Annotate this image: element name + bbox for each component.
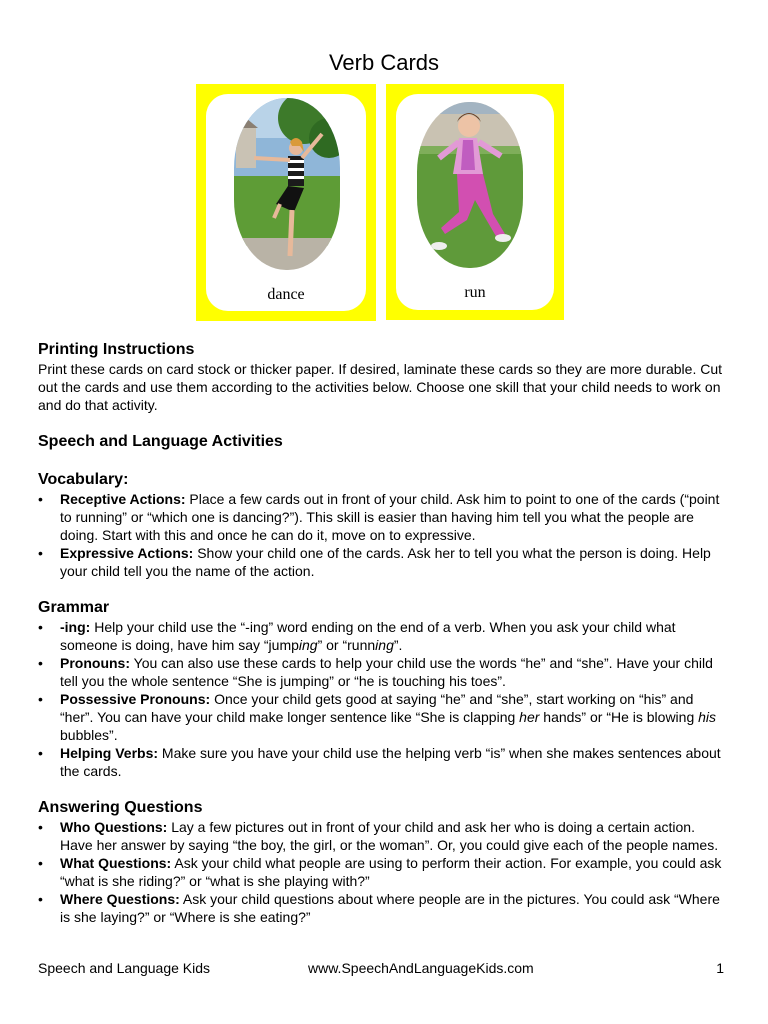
card-label-run: run [464,284,486,301]
page-title: Verb Cards [328,50,440,75]
list-item-text: Ask your child what people are using to perform their action. For example, you could ask “what is she riding?” or “what is she playing with?” [60,855,722,889]
list-item [60,854,728,890]
emphasis: ing [298,637,318,653]
list-item-text: Lay a few pictures out in front of your child and ask her who is doing a certain action. Have her answer by saying “the boy, the girl, or the woman”. Or, you could give each of the people names. [60,819,719,853]
printing-text: Print these cards on card stock or thicker paper. If desired, laminate these cards so they are more durable. Cut out the cards and use them according to the activities below. Choose one skill that your child needs to work on and do that activity. [38,361,723,413]
list-item-term: Helping Verbs: [60,745,159,761]
vocabulary-heading: Vocabulary: [38,471,129,488]
card-label-dance: dance [267,286,305,303]
girl-running-image [417,102,523,268]
list-item [60,654,728,690]
instructions-body [38,340,728,926]
list-item [60,690,728,744]
list-item-text: ” or “runn [317,637,376,653]
list-item-text: Once your child gets good at saying “he” and “she”, start working on “his” and “her”. You can have your child make longer sentence like “She is clapping [60,691,694,725]
verb-card-dance [196,84,376,321]
list-item [60,890,728,926]
list-item [60,818,728,854]
list-item [60,618,728,654]
list-item-term: Who Questions: [60,819,168,835]
questions-heading: Answering Questions [38,799,203,816]
list-item [60,544,728,580]
list-item-text: You can also use these cards to help your child use the words “he” and “she”. Have your child tell you the whole sentence “She is jumping” or “he is touching his toes”. [60,655,713,689]
card-face [396,94,554,310]
activities-heading: Speech and Language Activities [38,433,283,450]
emphasis: ing [375,637,394,653]
vocabulary-list [38,490,728,580]
list-item-text: Ask your child questions about where people are in the pictures. You could ask “Where is she laying?” or “Where is she eating?” [60,891,720,925]
footer-site-name: Speech and Language Kids [38,960,211,976]
list-item-term: -ing: [60,619,91,635]
list-item-text: Make sure you have your child use the helping verb “is” when she makes sentences about the cards. [60,745,721,779]
woman-dancing-photo [234,98,340,270]
verb-card-run [386,84,564,320]
card-face [206,94,366,311]
grammar-heading: Grammar [38,599,110,616]
page-number: 1 [716,960,724,976]
emphasis: her [519,709,540,725]
list-item-term: Receptive Actions: [60,491,186,507]
list-item-term: What Questions: [60,855,172,871]
list-item-text: hands” or “He is blowing [539,709,699,725]
emphasis: his [698,709,717,725]
printing-heading: Printing Instructions [38,341,195,358]
grammar-list [38,618,728,780]
list-item [60,490,728,544]
girl-running-photo [417,102,523,268]
list-item-text: ”. [393,637,403,653]
list-item-term: Expressive Actions: [60,545,194,561]
list-item-term: Pronouns: [60,655,130,671]
questions-list [38,818,728,926]
footer-url[interactable]: www.SpeechAndLanguageKids.com [308,960,534,976]
list-item-term: Possessive Pronouns: [60,691,211,707]
list-item-text: bubbles”. [60,727,118,743]
list-item-term: Where Questions: [60,891,180,907]
list-item-text: Place a few cards out in front of your child. Ask him to point to one of the cards (“point to running” or “which one is dancing?”). This skill is easier than having him tell you what the people are doing. Start with this and once he can do it, move on to expressive. [60,491,720,543]
list-item-text: Help your child use the “-ing” word ending on the end of a verb. When you ask your child what someone is doing, have him say “jump [60,619,676,653]
woman-dancing-image [234,98,340,270]
list-item [60,744,728,780]
list-item-text: Show your child one of the cards. Ask her to tell you what the person is doing. Help your child tell you the name of the action. [60,545,711,579]
